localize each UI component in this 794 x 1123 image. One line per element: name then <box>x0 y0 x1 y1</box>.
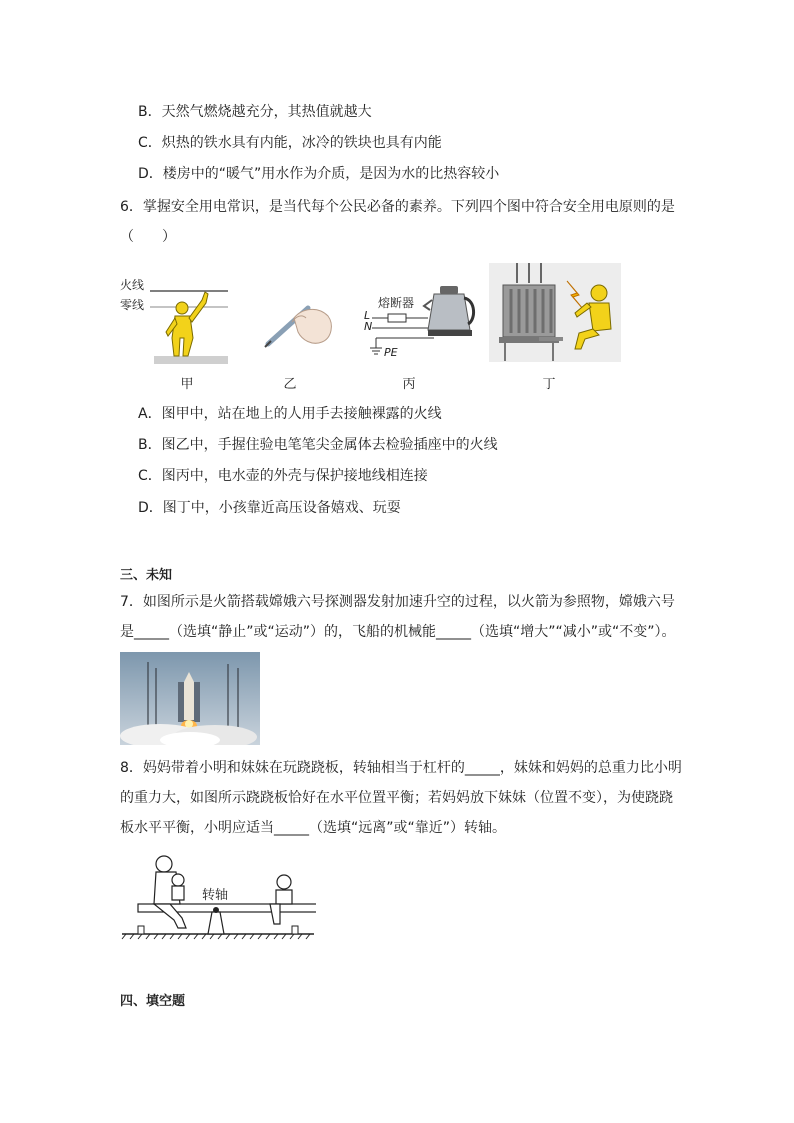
q8-line2: 的重力大，如图所示跷跷板恰好在水平位置平衡；若妈妈放下妹妹（位置不变），为使跷跷 <box>120 790 673 806</box>
figure-bing <box>358 276 480 368</box>
caption-ding: 丁 <box>542 377 556 392</box>
rocket-launch-illustration <box>120 652 260 745</box>
caption-jia: 甲 <box>180 377 194 392</box>
q6-stem-line2: （ ） <box>120 229 176 245</box>
q6-option-d: D．图丁中，小孩靠近高压设备嬉戏、玩耍 <box>138 500 401 516</box>
q5-option-b: B．天然气燃烧越充分，其热值就越大 <box>138 104 372 120</box>
child-near-high-voltage-illustration <box>489 263 621 362</box>
wire-pe-label: PE <box>384 346 398 359</box>
q5-option-d: D．楼房中的“暖气”用水作为介质，是因为水的比热容较小 <box>138 166 500 182</box>
pivot-label: 转轴 <box>202 888 229 903</box>
section-4-heading: 四、填空题 <box>120 994 186 1009</box>
q8-line3: 板水平平衡，小明应适当_____（选填“远离”或“靠近”）转轴。 <box>120 820 507 836</box>
q6-option-b: B．图乙中，手握住验电笔笔尖金属体去检验插座中的火线 <box>138 437 498 453</box>
section-3-heading: 三、未知 <box>120 568 173 583</box>
q6-option-a: A．图甲中，站在地上的人用手去接触裸露的火线 <box>138 406 442 422</box>
seesaw-figure <box>120 854 316 940</box>
q6-stem-line1: 6．掌握安全用电常识，是当代每个公民必备的素养。下列四个图中符合安全用电原则的是 <box>120 199 675 215</box>
wire-n-label: N <box>364 320 373 333</box>
neutral-wire-label: 零线 <box>120 298 145 312</box>
person-touching-wire-illustration <box>120 272 230 368</box>
figure-yi <box>262 286 338 352</box>
live-wire-label: 火线 <box>120 278 145 292</box>
kettle-circuit-illustration <box>358 276 480 368</box>
caption-bing: 丙 <box>402 377 416 392</box>
fuse-label: 熔断器 <box>378 296 415 310</box>
q7-line2: 是_____（选填“静止”或“运动”）的，飞船的机械能_____（选填“增大”“减小”或“不变”）。 <box>120 624 676 640</box>
figure-jia <box>120 272 230 368</box>
q5-option-c: C．炽热的铁水具有内能，冰冷的铁块也具有内能 <box>138 135 442 151</box>
test-pen-hand-illustration <box>262 286 338 352</box>
wire-l-label: L <box>364 309 371 322</box>
caption-yi: 乙 <box>283 377 297 392</box>
q8-line1: 8．妈妈带着小明和妹妹在玩跷跷板，转轴相当于杠杆的_____，妹妹和妈妈的总重力比小明 <box>120 760 682 776</box>
q6-option-c: C．图丙中，电水壶的外壳与保护接地线相连接 <box>138 468 428 484</box>
figure-ding <box>489 263 621 362</box>
q7-line1: 7．如图所示是火箭搭载嫦娥六号探测器发射加速升空的过程，以火箭为参照物，嫦娥六号 <box>120 594 675 610</box>
rocket-launch-photo <box>120 652 260 745</box>
